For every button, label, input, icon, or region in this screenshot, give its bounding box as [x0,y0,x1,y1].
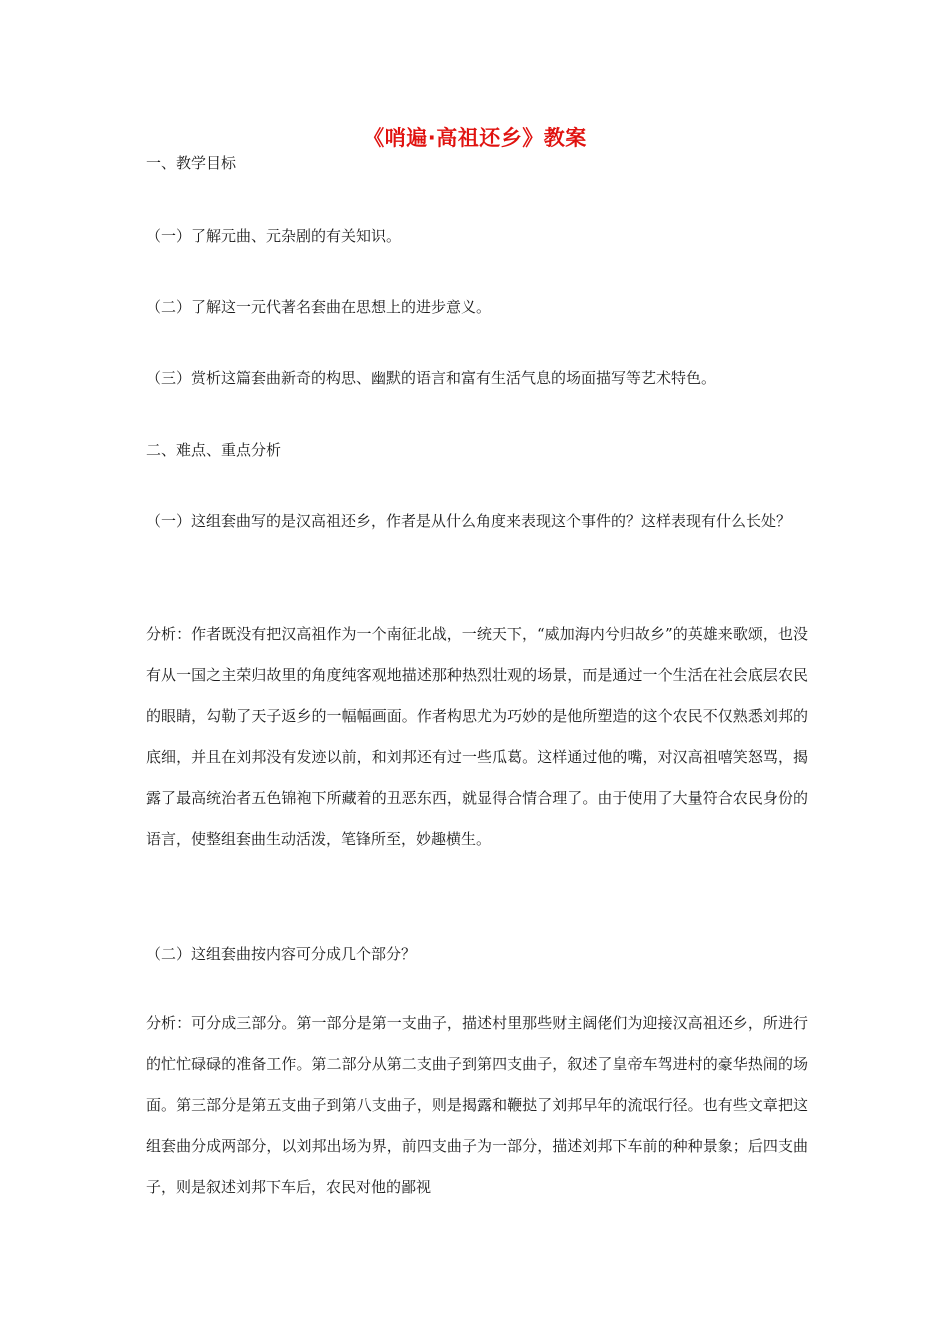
question-1: （一）这组套曲写的是汉高祖还乡，作者是从什么角度来表现这个事件的？这样表现有什么长处？ [146,512,792,530]
question-2: （二）这组套曲按内容可分成几个部分？ [146,945,417,963]
document-title: 《哨遍·高祖还乡》教案 [363,126,587,150]
analysis-2: 分析：可分成三部分。第一部分是第一支曲子，描述村里那些财主阔佬们为迎接汉高祖还乡，所进行的忙忙碌碌的准备工作。第二部分从第二支曲子到第四支曲子，叙述了皇帝车驾进村的豪华热闹的场面。第三部分是第五支曲子到第八支曲子，则是揭露和鞭挞了刘邦早年的流氓行径。也有些文章把这组套曲分成两部分，以刘邦出场为界，前四支曲子为一部分，描述刘邦下车前的种种景象；后四支曲子，则是叙述刘邦下车后，农民对他的鄙视 [146,1014,808,1196]
section-heading-key-points: 二、难点、重点分析 [146,441,282,459]
section-heading-teaching-goals: 一、教学目标 [146,154,237,172]
goal-item-2: （二）了解这一元代著名套曲在思想上的进步意义。 [146,298,492,316]
analysis-1: 分析：作者既没有把汉高祖作为一个南征北战，一统天下，“威加海内兮归故乡”的英雄来歌颂，也没有从一国之主荣归故里的角度纯客观地描述那种热烈壮观的场景，而是通过一个生活在社会底层农民的眼睛，勾勒了天子返乡的一幅幅画面。作者构思尤为巧妙的是他所塑造的这个农民不仅熟悉刘邦的底细，并且在刘邦没有发迹以前，和刘邦还有过一些瓜葛。这样通过他的嘴，对汉高祖嘻笑怒骂，揭露了最高统治者五色锦袍下所藏着的丑恶东西，就显得合情合理了。由于使用了大量符合农民身份的语言，使整组套曲生动活泼，笔锋所至，妙趣横生。 [146,625,808,848]
goal-item-1: （一）了解元曲、元杂剧的有关知识。 [146,227,402,245]
goal-item-3: （三）赏析这篇套曲新奇的构思、幽默的语言和富有生活气息的场面描写等艺术特色。 [146,369,717,387]
